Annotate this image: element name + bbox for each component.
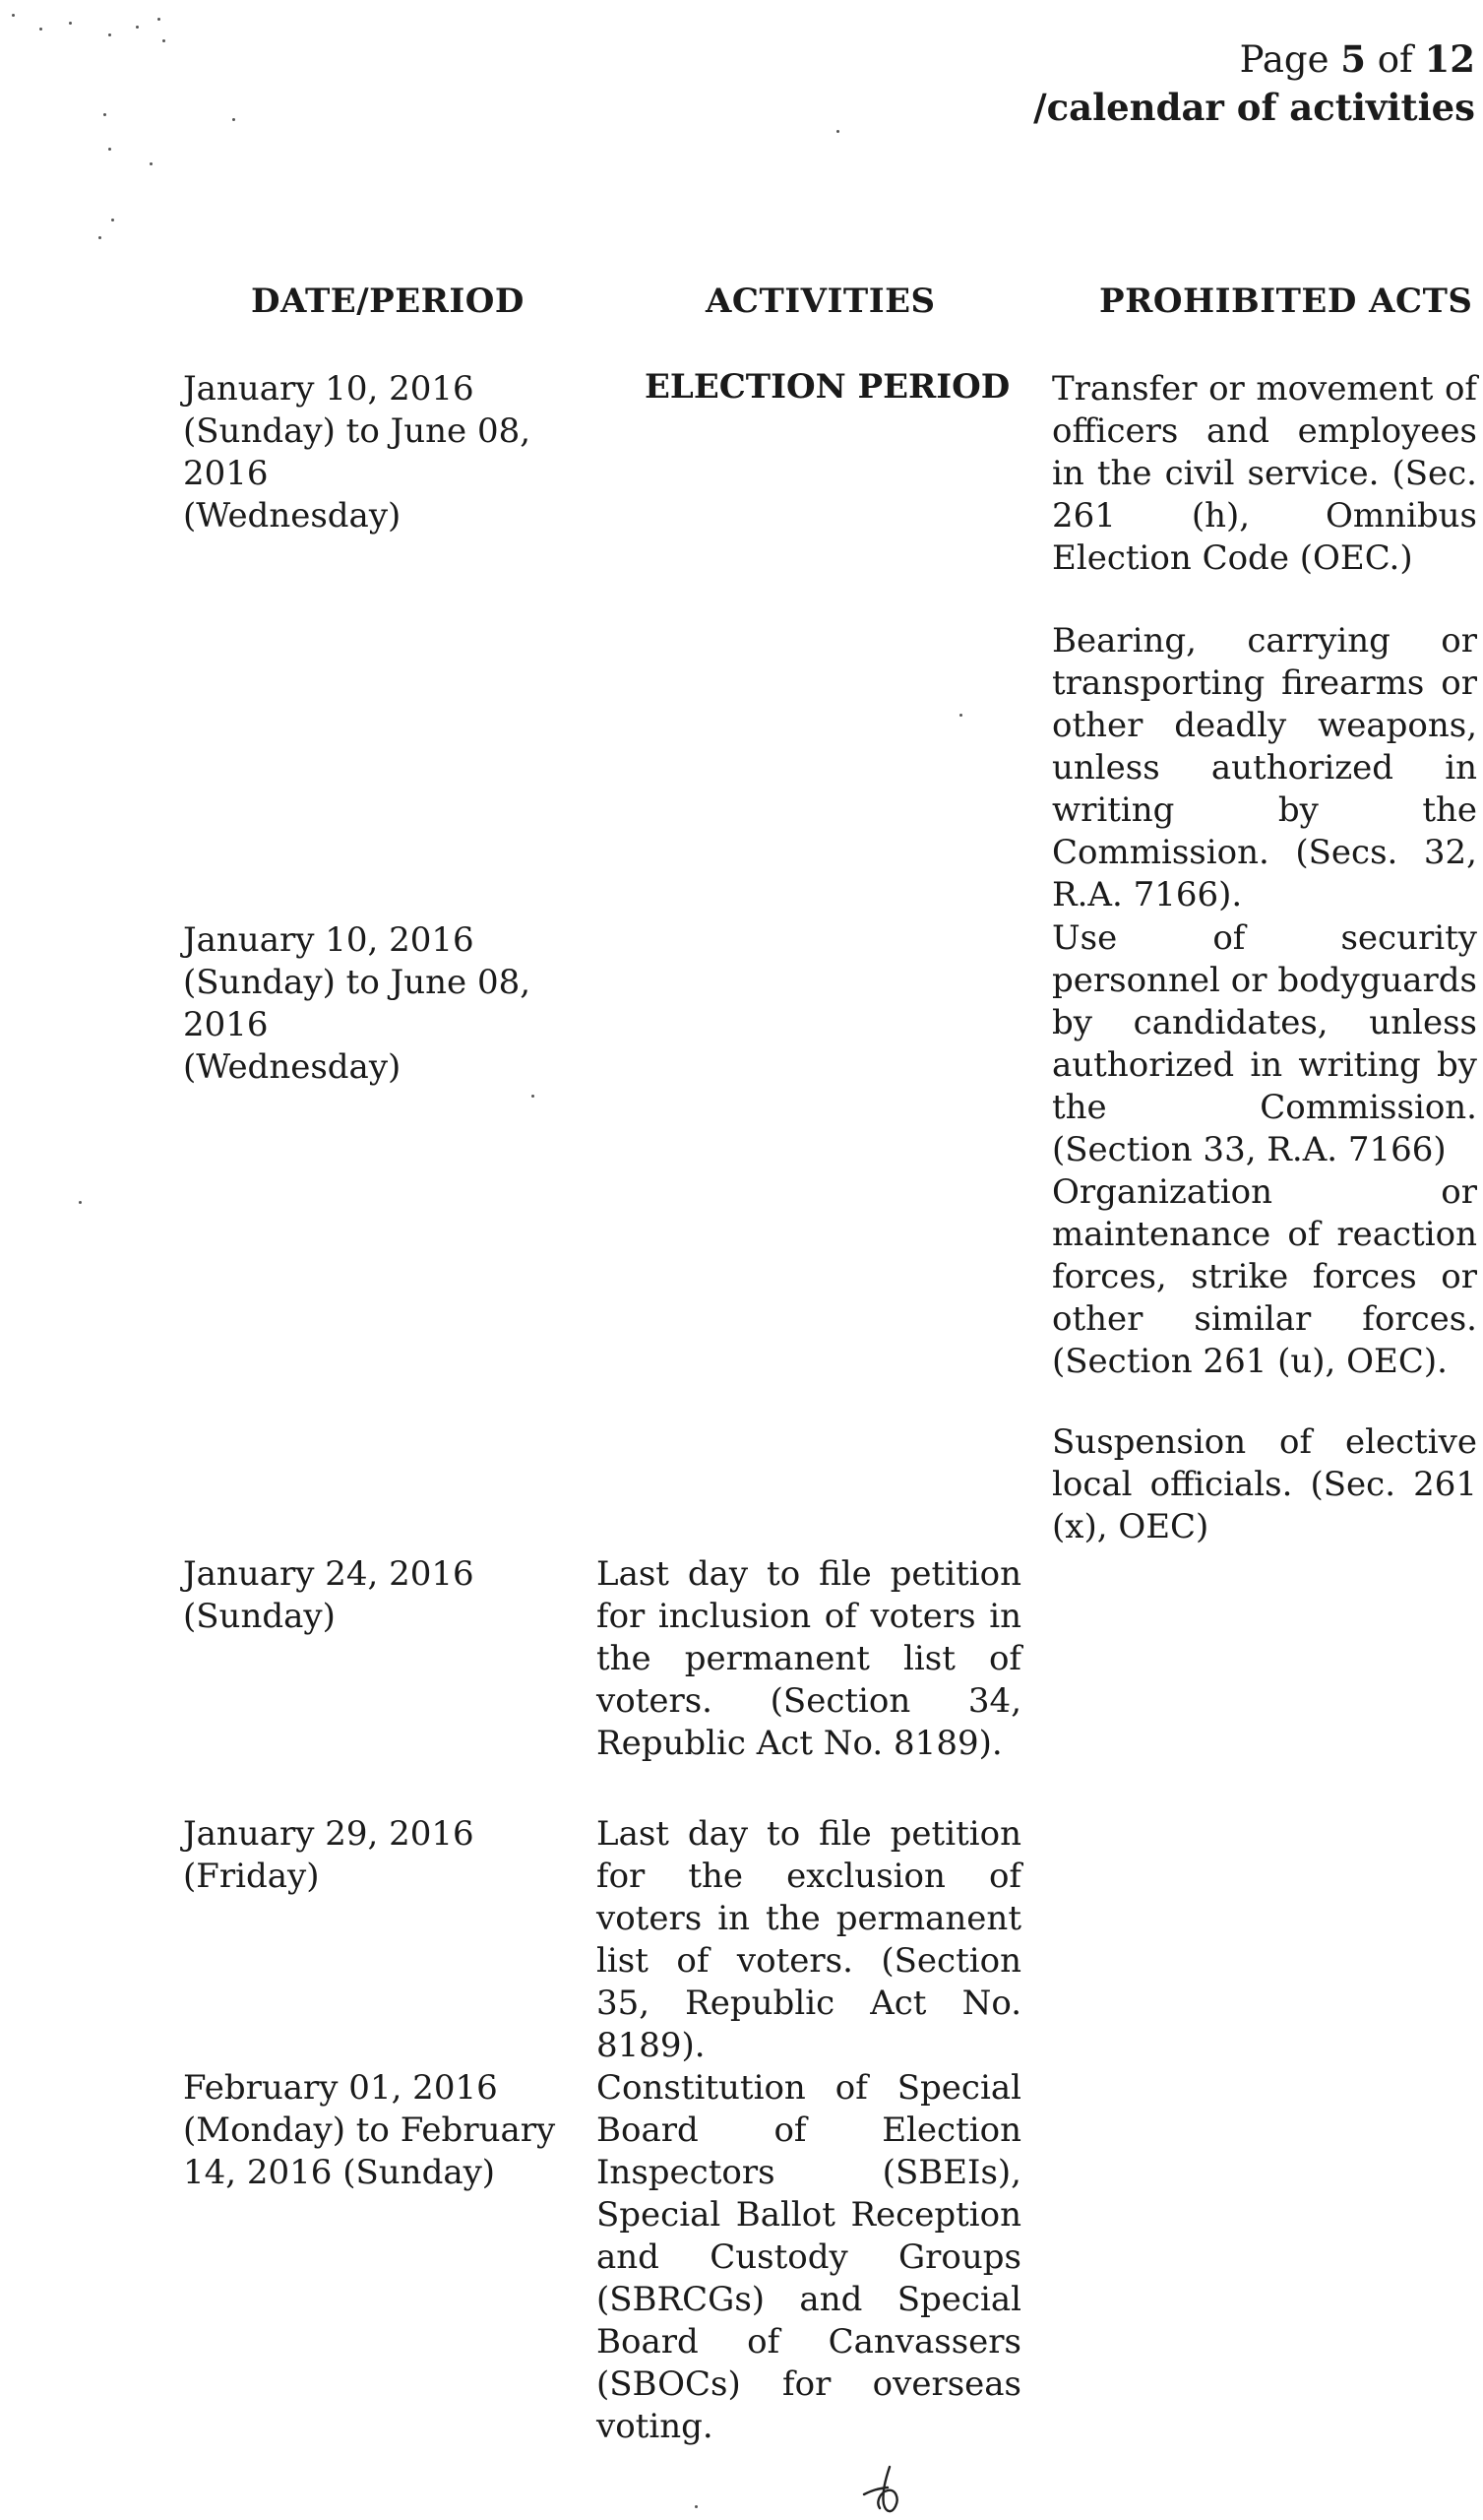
row-activity: Constitution of Special Board of Election Inspectors (SBEIs), Special Ballot Reception and Custody Groups (SBRCGs) and Special Board of Canvassers (SBOCs) for overseas voting. (596, 2068, 1021, 2446)
page-prefix: Page (1239, 38, 1329, 81)
prohibited-act: Suspension of elective local officials. (Sec. 261 (x), OEC) (1052, 1422, 1477, 1546)
document-subtitle: /calendar of activities (1033, 86, 1475, 129)
row-date: January 10, 2016 (Sunday) to June 08, 2016 (Wednesday) (183, 920, 531, 1087)
column-heading-date: DATE/PERIOD (251, 282, 525, 321)
prohibited-act: Transfer or movement of officers and employees in the civil service. (Sec. 261 (h), Omnibus Election Code (OEC.) (1052, 369, 1477, 578)
row-activity: ELECTION PERIOD (645, 367, 1011, 407)
page-of: of (1377, 38, 1413, 81)
prohibited-act: Bearing, carrying or transporting firearms or other deadly weapons, unless authorized in writing by the Commission. (Secs. 32, R.A. 7166). (1052, 621, 1477, 914)
page-header (1033, 35, 1475, 131)
row-date: February 01, 2016 (Monday) to February 14, 2016 (Sunday) (183, 2068, 556, 2192)
row-date: January 24, 2016 (Sunday) (183, 1554, 474, 1636)
page-total: 12 (1424, 37, 1475, 81)
page-indicator (1033, 35, 1475, 84)
row-activity: Last day to file petition for inclusion of voters in the permanent list of voters. (Section 34, Republic Act No. 8189). (596, 1554, 1021, 1763)
page-number: 5 (1340, 37, 1366, 81)
prohibited-act: Organization or maintenance of reaction forces, strike forces or other similar forces. (Section 261 (u), OEC). (1052, 1172, 1477, 1381)
column-heading-activities: ACTIVITIES (706, 282, 936, 321)
prohibited-act: Use of security personnel or bodyguards by candidates, unless authorized in writing by the Commission. (Section 33, R.A. 7166) (1052, 918, 1477, 1169)
row-date: January 10, 2016 (Sunday) to June 08, 2016 (Wednesday) (183, 369, 531, 536)
row-date: January 29, 2016 (Friday) (183, 1814, 474, 1896)
row-activity: Last day to file petition for the exclusion of voters in the permanent list of voters. (Section 35, Republic Act No. 8189). (596, 1814, 1021, 2065)
handwritten-initial (858, 2461, 917, 2520)
column-heading-prohibited: PROHIBITED ACTS (1099, 282, 1473, 321)
